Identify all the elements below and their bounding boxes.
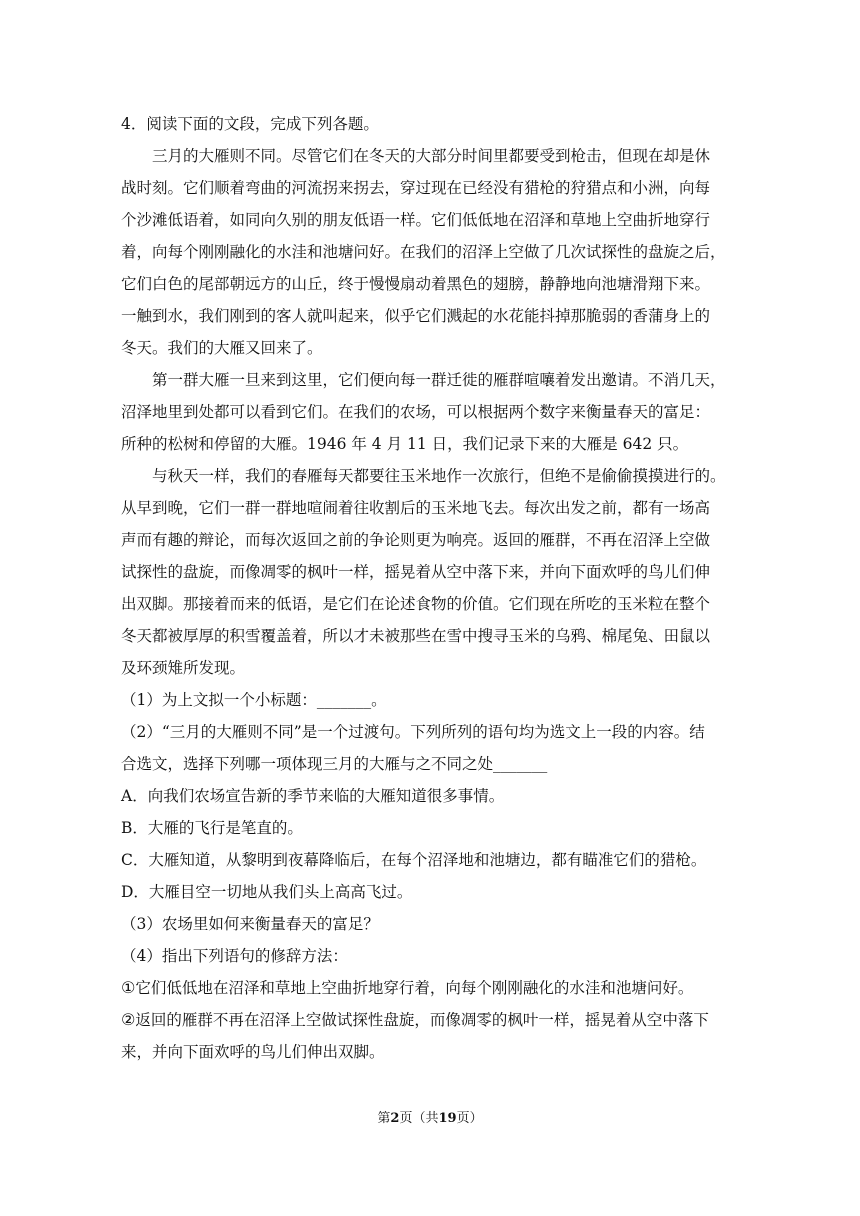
passage-line: 试探性的盘旋，而像凋零的枫叶一样，摇晃着从空中落下来，并向下面欢呼的鸟儿们伸 — [121, 563, 711, 581]
footer-prefix: 第 — [377, 1111, 391, 1126]
subquestion-3: （3）农场里如何来衡量春天的富足？ — [121, 915, 379, 933]
passage-line: 所种的松树和停留的大雁。1946 年 4 月 11 日，我们记录下来的大雁是 642 只。 — [121, 435, 689, 453]
subquestion-2-line: 合选文，选择下列哪一项体现三月的大雁与之不同之处_______ — [121, 755, 548, 773]
question-content — [121, 108, 741, 1068]
sentence-item-2-line — [121, 1004, 741, 1036]
passage-line: 声而有趣的辩论，而每次返回之前的争论则更为响亮。返回的雁群，不再在沼泽上空做 — [121, 531, 711, 549]
sentence-item-2 — [121, 1004, 741, 1068]
subquestion-1: （1）为上文拟一个小标题：_______。 — [121, 691, 387, 709]
sentence-item-2-text: 返回的雁群不再在沼泽上空做试探性盘旋，而像凋零的枫叶一样，摇晃着从空中落下 — [135, 1011, 709, 1029]
passage-line: 与秋天一样，我们的春雁每天都要往玉米地作一次旅行，但绝不是偷偷摸摸进行的。 — [152, 467, 726, 485]
option-b: B．大雁的飞行是笔直的。 — [121, 819, 303, 837]
passage-paragraph-1 — [121, 140, 741, 364]
option-d: D．大雁目空一切地从我们头上高高飞过。 — [121, 883, 413, 901]
passage-line: 战时刻。它们顺着弯曲的河流拐来拐去，穿过现在已经没有猎枪的狩猎点和小洲，向每 — [121, 179, 711, 197]
sentence-item-1 — [121, 972, 741, 1004]
passage-line: 及环颈雉所发现。 — [121, 659, 246, 677]
passage-line: 沼泽地里到处都可以看到它们。在我们的农场，可以根据两个数字来衡量春天的富足： — [121, 403, 711, 421]
footer-total-pages: 19 — [438, 1111, 457, 1126]
sentence-item-1-text: 它们低低地在沼泽和草地上空曲折地穿行着，向每个刚刚融化的水洼和池塘问好。 — [135, 979, 694, 997]
passage-line: 冬天都被厚厚的积雪覆盖着，所以才未被那些在雪中搜寻玉米的乌鸦、棉尾兔、田鼠以 — [121, 627, 711, 645]
page-footer — [0, 1110, 860, 1128]
footer-page-number: 2 — [390, 1111, 400, 1126]
passage-line: 从早到晚，它们一群一群地喧闹着往收割后的玉米地飞去。每次出发之前，都有一场高 — [121, 499, 711, 517]
circled-number-1: ① — [121, 978, 136, 997]
question-heading: 4．阅读下面的文段，完成下列各题。 — [121, 115, 379, 133]
passage-paragraph-2 — [121, 364, 741, 460]
sentence-item-2-line: 来，并向下面欢呼的鸟儿们伸出双脚。 — [121, 1043, 385, 1061]
subquestion-4: （4）指出下列语句的修辞方法： — [121, 947, 348, 965]
passage-line: 冬天。我们的大雁又回来了。 — [121, 339, 323, 357]
passage-line: 出双脚。那接着而来的低语，是它们在论述食物的价值。它们现在所吃的玉米粒在整个 — [121, 595, 711, 613]
option-c: C．大雁知道，从黎明到夜幕降临后，在每个沼泽地和池塘边，都有瞄准它们的猎枪。 — [121, 851, 707, 869]
passage-line: 个沙滩低语着，如同向久别的朋友低语一样。它们低低地在沼泽和草地上空曲折地穿行 — [121, 211, 711, 229]
circled-number-2: ② — [121, 1010, 136, 1029]
footer-suffix: 页） — [456, 1111, 483, 1126]
passage-line: 它们白色的尾部朝远方的山丘，终于慢慢扇动着黑色的翅膀，静静地向池塘滑翔下来。 — [121, 275, 711, 293]
passage-paragraph-3 — [121, 460, 741, 684]
option-a: A．向我们农场宣告新的季节来临的大雁知道很多事情。 — [121, 787, 505, 805]
passage-line: 三月的大雁则不同。尽管它们在冬天的大部分时间里都要受到枪击，但现在却是休 — [152, 147, 711, 165]
passage-line: 一触到水，我们刚到的客人就叫起来，似乎它们溅起的水花能抖掉那脆弱的香蒲身上的 — [121, 307, 711, 325]
footer-middle: 页（共 — [399, 1111, 439, 1126]
subquestion-2-line: （2）“三月的大雁则不同”是一个过渡句。下列所列的语句均为选文上一段的内容。结 — [121, 723, 705, 741]
passage-line: 第一群大雁一旦来到这里，它们便向每一群迁徙的雁群喧嚷着发出邀请。不消几天， — [152, 371, 726, 389]
passage-line: 着，向每个刚刚融化的水洼和池塘问好。在我们的沼泽上空做了几次试探性的盘旋之后， — [121, 243, 726, 261]
subquestion-2 — [121, 716, 741, 780]
